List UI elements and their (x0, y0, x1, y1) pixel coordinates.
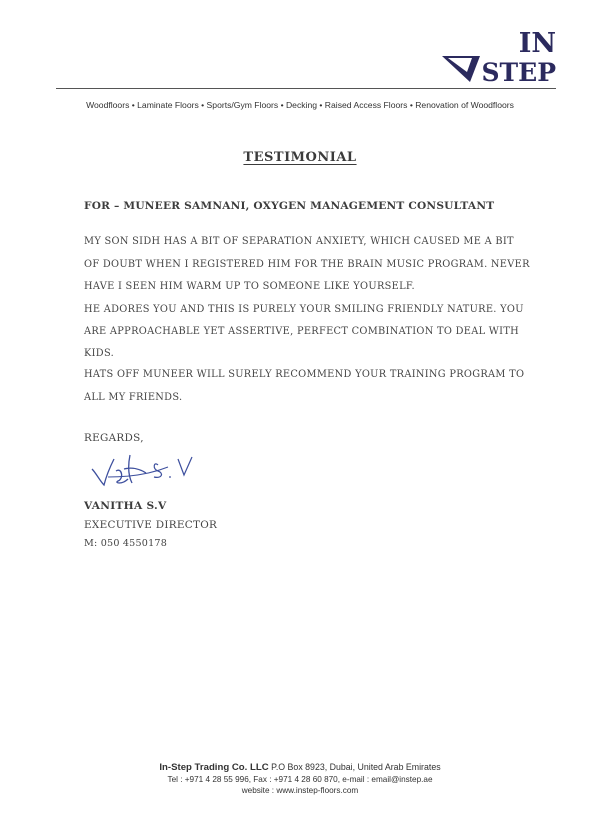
footer-address: P.O Box 8923, Dubai, United Arab Emirates (271, 762, 441, 772)
footer-company: In-Step Trading Co. LLC (159, 762, 269, 773)
page-title: TESTIMONIAL (243, 150, 357, 165)
body-line: HE ADORES YOU AND THIS IS PURELY YOUR SMILING FRIENDLY NATURE. YOU (84, 304, 524, 315)
body-line: HATS OFF MUNEER WILL SURELY RECOMMEND YOUR TRAINING PROGRAM TO (84, 369, 525, 380)
footer-contact: Tel : +971 4 28 55 996, Fax : +971 4 28 60 870, e-mail : email@instep.ae (167, 775, 433, 784)
body-line: OF DOUBT WHEN I REGISTERED HIM FOR THE BRAIN MUSIC PROGRAM. NEVER (84, 259, 530, 270)
body-line: KIDS. (84, 348, 115, 359)
instep-logo (440, 28, 558, 82)
body-line: ARE APPROACHABLE YET ASSERTIVE, PERFECT COMBINATION TO DEAL WITH (84, 326, 520, 337)
footer-website: website : www.instep-floors.com (241, 786, 359, 795)
body-line: HAVE I SEEN HIM WARM UP TO SOMEONE LIKE YOURSELF. (84, 281, 415, 292)
logo-in-text: IN (518, 28, 556, 59)
signer-title: EXECUTIVE DIRECTOR (84, 519, 218, 531)
header-rule (56, 88, 556, 89)
footer (0, 762, 600, 795)
body-line: MY SON SIDH HAS A BIT OF SEPARATION ANXIETY, WHICH CAUSED ME A BIT (84, 236, 514, 247)
recipient-line: FOR – MUNEER SAMNANI, OXYGEN MANAGEMENT CONSULTANT (84, 200, 495, 212)
signer-mobile: M: 050 4550178 (84, 538, 167, 549)
services-list: Woodfloors • Laminate Floors • Sports/Gym Floors • Decking • Raised Access Floors • Renovation of Woodfloors (86, 100, 514, 110)
signature-image (88, 447, 203, 489)
logo-step-text: STEP (481, 58, 556, 82)
signer-name: VANITHA S.V (84, 500, 167, 512)
closing: REGARDS, (84, 432, 144, 444)
body-line: ALL MY FRIENDS. (84, 392, 183, 403)
footer-company-line (0, 762, 600, 773)
